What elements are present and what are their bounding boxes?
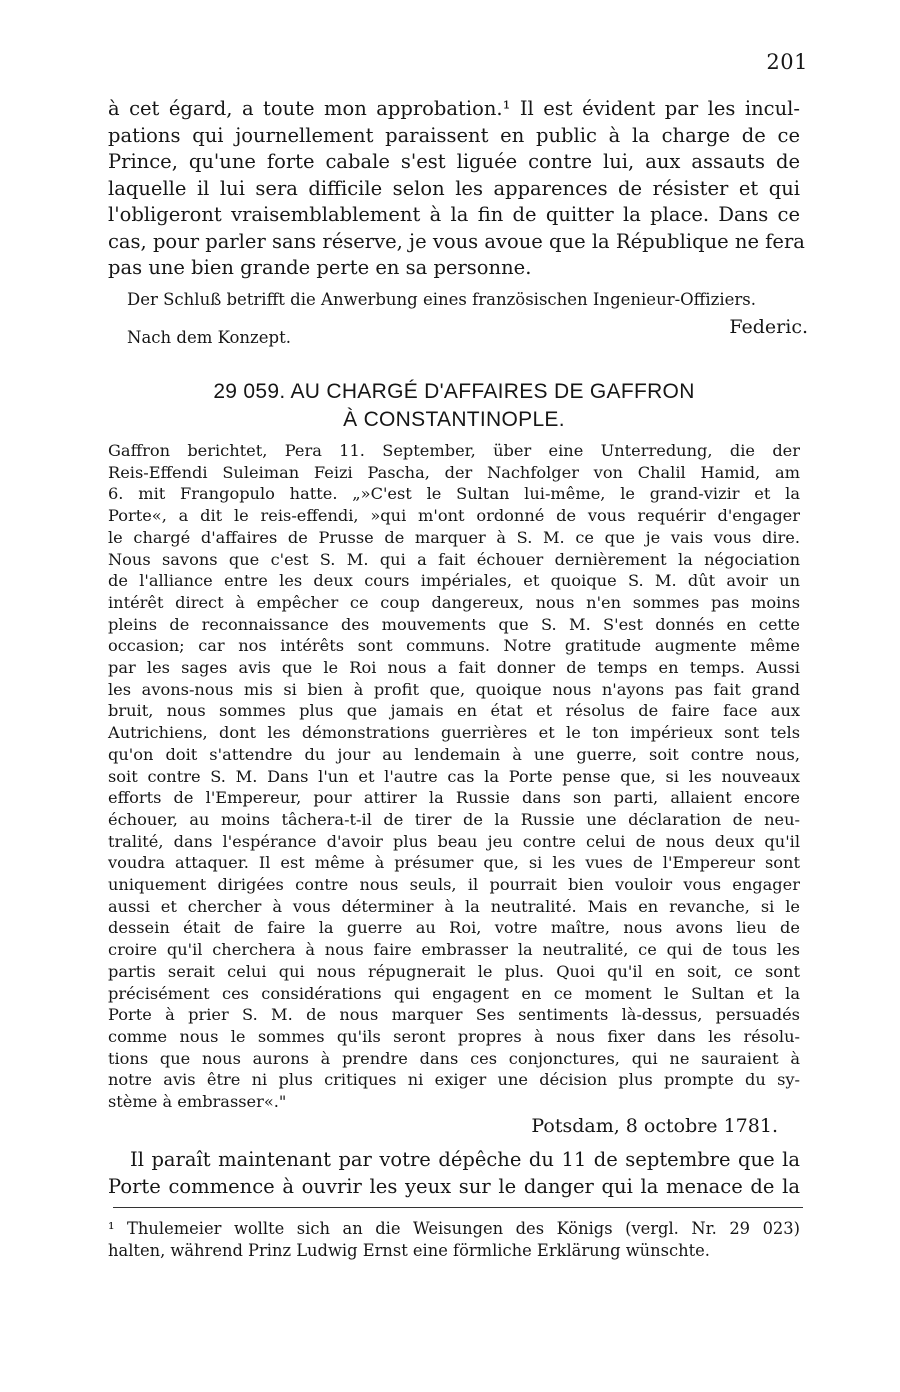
text-line: bruit, nous sommes plus que jamais en état et résolus de faire face aux <box>108 701 800 721</box>
heading-line: À CONSTANTINOPLE. <box>343 408 565 431</box>
text-line: le chargé d'affaires de Prusse de marquer à S. M. ce que je vais vous dire. <box>108 527 800 547</box>
text-line: intérêt direct à empêcher ce coup dangereux, nous n'en sommes pas moins <box>108 592 800 612</box>
text-line: les avons-nous mis si bien à profit que, quoique nous n'ayons pas fait grand <box>108 679 800 699</box>
page-number: 201 <box>766 50 808 74</box>
text-line: partis serait celui qui nous répugnerait le plus. Quoi qu'il en soit, ce sont <box>108 961 800 981</box>
text-line: croire qu'il cherchera à nous faire embrasser la neutralité, ce qui de tous les <box>108 940 800 960</box>
section-heading <box>108 378 800 434</box>
text-line: pleins de reconnaissance des mouvements que S. M. S'est donnés en cette <box>108 614 800 634</box>
letter-body-paragraph <box>108 1147 800 1200</box>
text-line: uniquement dirigées contre nous seuls, il pourrait bien vouloir vous engager <box>108 875 800 895</box>
text-line: voudra attaquer. Il est même à présumer que, si les vues de l'Empereur sont <box>108 853 800 873</box>
text-line: qu'on doit s'attendre du jour au lendemain à une guerre, soit contre nous, <box>108 744 800 764</box>
text-line: Autrichiens, dont les démonstrations guerrières et le ton impérieux sont tels <box>108 723 800 743</box>
text-line: précisément ces considérations qui engagent en ce moment le Sultan et la <box>108 983 800 1003</box>
text-line: tions que nous aurons à prendre dans ces conjonctures, qui ne sauraient à <box>108 1048 800 1068</box>
text-line: stème à embrasser«." <box>108 1092 287 1112</box>
text-line: cas, pour parler sans réserve, je vous avoue que la République ne fera <box>108 229 805 253</box>
text-line: à cet égard, a toute mon approbation.¹ Il est évident par les incul- <box>108 97 800 120</box>
text-line: aussi et chercher à vous déterminer à la neutralité. Mais en revanche, si le <box>108 896 800 916</box>
text-line: échouer, au moins tâchera-t-il de tirer de la Russie une déclaration de neu- <box>108 809 800 829</box>
footnote <box>108 1218 800 1262</box>
text-line: comme nous le sommes qu'ils seront propres à nous fixer dans les résolu- <box>108 1026 800 1046</box>
text-line: Gaffron berichtet, Pera 11. September, über eine Unterredung, die der <box>108 441 800 460</box>
text-line: Prince, qu'une forte cabale s'est liguée contre lui, aux assauts de <box>108 150 800 173</box>
text-line: l'obligeront vraisemblablement à la fin de quitter la place. Dans ce <box>108 203 800 226</box>
text-line: Porte commence à ouvrir les yeux sur le danger qui la menace de la <box>108 1174 800 1198</box>
text-line: tralité, dans l'espérance d'avoir plus beau jeu contre celui de nous deux qu'il <box>108 831 800 851</box>
text-line: Porte à prier S. M. de nous marquer Ses sentiments là-dessus, persuadés <box>108 1005 800 1025</box>
footnote-line: halten, während Prinz Ludwig Ernst eine förmliche Erklärung wünschte. <box>108 1241 710 1260</box>
text-line: Porte«, a dit le reis-effendi, »qui m'ont ordonné de vous requérir d'engager <box>108 506 800 526</box>
editor-note: Der Schluß betrifft die Anwerbung eines französischen Ingenieur-Offiziers. <box>127 290 757 309</box>
text-line: Nous savons que c'est S. M. qui a fait échouer dernièrement la négociation <box>108 549 800 569</box>
text-line: Reis-Effendi Suleiman Feizi Pascha, der Nachfolger von Chalil Hamid, am <box>108 462 800 482</box>
signature: Federic. <box>729 316 808 338</box>
text-line: par les sages avis que le Roi nous a fait donner de temps en temps. Aussi <box>108 658 800 678</box>
text-line: efforts de l'Empereur, pour attirer la Russie dans son parti, allaient encore <box>108 788 800 808</box>
text-line: laquelle il lui sera difficile selon les apparences de résister et qui <box>108 176 800 200</box>
text-line: occasion; car nos intérêts sont communs. Notre gratitude augmente même <box>108 636 800 656</box>
text-line: dessein était de faire la guerre au Roi, votre maître, nous avons lieu de <box>108 918 800 938</box>
text-line: pations qui journellement paraissent en public à la charge de ce <box>108 123 800 147</box>
text-line: notre avis être ni plus critiques ni exiger une décision plus prompte du sy- <box>108 1070 800 1090</box>
text-line: Il paraît maintenant par votre dépêche du 11 de septembre que la <box>130 1148 800 1171</box>
heading-line: 29 059. AU CHARGÉ D'AFFAIRES DE GAFFRON <box>213 380 695 403</box>
dateline: Potsdam, 8 octobre 1781. <box>531 1115 778 1137</box>
text-line: soit contre S. M. Dans l'un et l'autre cas la Porte pense que, si les nouveaux <box>108 766 800 786</box>
text-line: de l'alliance entre les deux cours impériales, et quoique S. M. dût avoir un <box>108 571 800 591</box>
text-line: pas une bien grande perte en sa personne. <box>108 256 532 279</box>
summary-paragraph <box>108 440 800 1113</box>
source-note: Nach dem Konzept. <box>127 328 291 347</box>
text-line: 6. mit Frangopulo hatte. „»C'est le Sultan lui-même, le grand-vizir et la <box>108 484 800 504</box>
footnote-divider <box>113 1207 803 1208</box>
footnote-line: ¹ Thulemeier wollte sich an die Weisungen des Königs (vergl. Nr. 29 023) <box>108 1219 800 1238</box>
letter-continuation-paragraph <box>108 96 805 282</box>
